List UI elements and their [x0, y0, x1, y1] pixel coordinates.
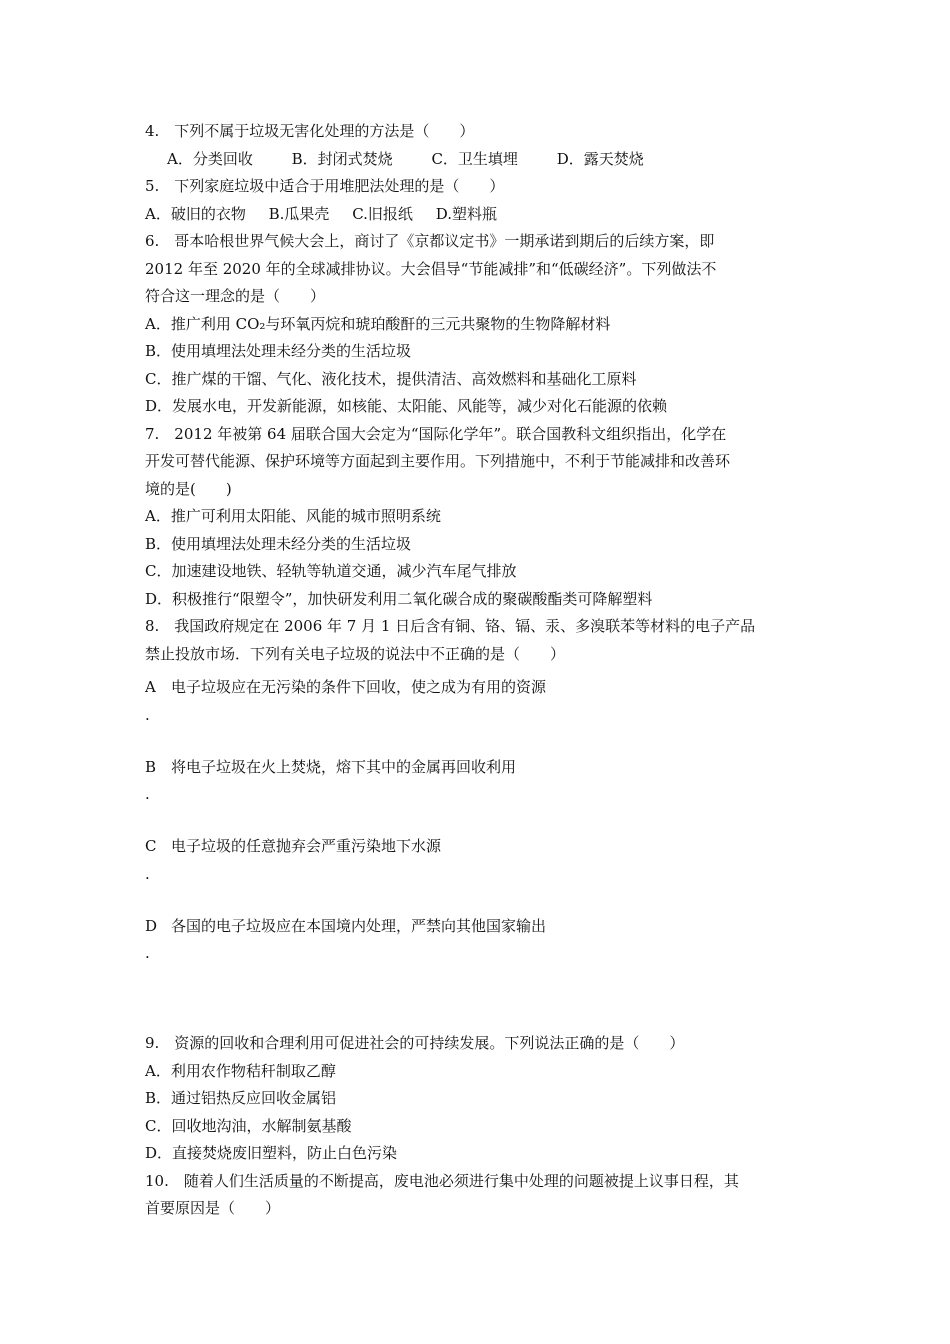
question-stem: 4. 下列不属于垃圾无害化处理的方法是（ ）	[145, 122, 475, 140]
question-stem-line: 2012 年至 2020 年的全球减排协议。大会倡导“节能减排”和“低碳经济”。下列做法不	[145, 259, 717, 278]
question-8	[145, 613, 810, 992]
option-row	[145, 146, 810, 174]
option-a: A．分类回收	[167, 149, 253, 168]
question-stem: 5. 下列家庭垃圾中适合于用堆肥法处理的是（ ）	[145, 177, 505, 195]
option-b: B．使用填埋法处理未经分类的生活垃圾	[145, 534, 412, 553]
option-d	[145, 913, 810, 941]
question-stem-line: 7. 2012 年被第 64 届联合国大会定为“国际化学年”。联合国教科文组织指出，化学在	[145, 424, 727, 443]
question-stem: 9. 资源的回收和合理利用可促进社会的可持续发展。下列说法正确的是（ ）	[145, 1034, 685, 1052]
question-stem-line: 禁止投放市场．下列有关电子垃圾的说法中不正确的是（ ）	[145, 644, 566, 663]
question-stem-line: 符合这一理念的是（ ）	[145, 287, 326, 305]
option-c	[145, 833, 810, 861]
option-c: C．推广煤的干馏、气化、液化技术，提供清洁、高效燃料和基础化工原料	[145, 369, 637, 388]
question-stem-line: 6. 哥本哈根世界气候大会上，商讨了《京都议定书》一期承诺到期后的后续方案，即	[145, 232, 715, 250]
option-b: B.瓜果壳	[268, 204, 330, 223]
option-text: 电子垃圾应在无污染的条件下回收，使之成为有用的资源	[171, 678, 547, 696]
option-c: C．回收地沟油，水解制氨基酸	[145, 1116, 352, 1135]
option-d: D．发展水电，开发新能源，如核能、太阳能、风能等，减少对化石能源的依赖	[145, 397, 668, 415]
option-d: D.塑料瓶	[435, 204, 497, 223]
option-text: 各国的电子垃圾应在本国境内处理，严禁向其他国家输出	[171, 916, 547, 935]
option-dot: .	[145, 864, 150, 883]
option-c: C．卫生填埋	[431, 149, 518, 168]
question-stem-line: 首要原因是（ ）	[145, 1199, 281, 1217]
option-dot: .	[145, 944, 150, 962]
option-letter: D	[145, 916, 158, 935]
question-stem-line: 10. 随着人们生活质量的不断提高，废电池必须进行集中处理的问题被提上议事日程，其	[145, 1171, 739, 1190]
option-dot: .	[145, 705, 150, 724]
option-a: A．推广可利用太阳能、风能的城市照明系统	[145, 507, 441, 525]
option-a	[145, 674, 810, 702]
question-stem-line: 开发可替代能源、保护环境等方面起到主要作用。下列措施中，不利于节能减排和改善环	[145, 452, 731, 470]
question-stem-line: 境的是( )	[145, 479, 232, 498]
option-a: A．利用农作物秸秆制取乙醇	[145, 1061, 336, 1080]
question-4	[145, 118, 810, 173]
option-a: A．破旧的衣物	[145, 204, 246, 223]
option-d: D．积极推行“限塑令”，加快研发利用二氧化碳合成的聚碳酸酯类可降解塑料	[145, 589, 653, 608]
option-b: B．通过铝热反应回收金属铝	[145, 1089, 337, 1107]
option-letter: A	[145, 678, 156, 696]
option-dot: .	[145, 785, 150, 803]
option-d: D．直接焚烧废旧塑料，防止白色污染	[145, 1144, 398, 1162]
option-b: B．使用填埋法处理未经分类的生活垃圾	[145, 342, 412, 360]
question-stem-line: 8. 我国政府规定在 2006 年 7 月 1 日后含有铜、铬、镉、汞、多溴联苯等材料的电子产品	[145, 617, 756, 635]
option-row	[145, 201, 810, 229]
question-7	[145, 421, 810, 614]
exam-page	[145, 118, 810, 1223]
question-5	[145, 173, 810, 228]
option-b: B．封闭式焚烧	[291, 149, 393, 168]
option-b	[145, 754, 810, 782]
option-d: D．露天焚烧	[556, 149, 644, 168]
option-text: 电子垃圾的任意抛弃会严重污染地下水源	[171, 837, 442, 855]
question-6	[145, 228, 810, 421]
option-letter: B	[145, 757, 157, 776]
option-c: C．加速建设地铁、轻轨等轨道交通，减少汽车尾气排放	[145, 562, 517, 580]
option-text: 将电子垃圾在火上焚烧，熔下其中的金属再回收利用	[171, 757, 517, 776]
question-9	[145, 1030, 810, 1168]
option-c: C.旧报纸	[352, 204, 413, 223]
option-letter: C	[145, 837, 157, 855]
question-10	[145, 1168, 810, 1223]
option-a: A．推广利用 CO₂与环氧丙烷和琥珀酸酐的三元共聚物的生物降解材料	[145, 314, 611, 333]
